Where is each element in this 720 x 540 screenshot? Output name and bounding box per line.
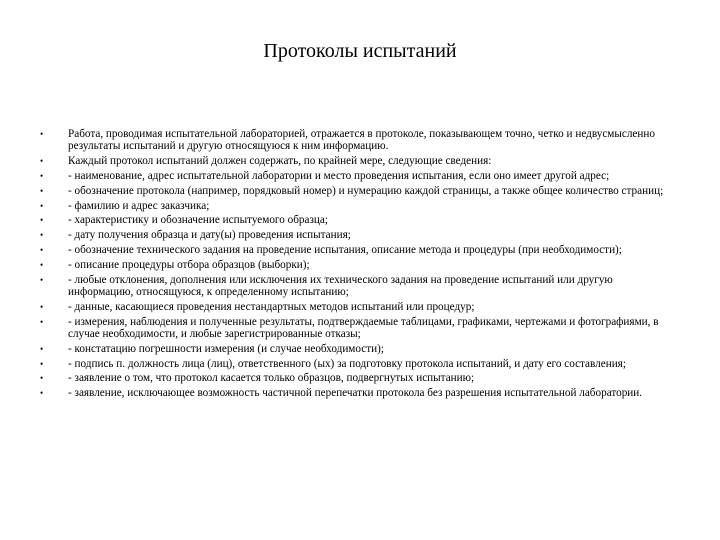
bullet-item: • - описание процедуры отбора образцов (выборки); xyxy=(40,259,668,271)
bullet-item: • - обозначение технического задания на проведение испытания, описание метода и процедуры (при необходимости); xyxy=(40,244,668,256)
bullet-item: • Каждый протокол испытаний должен содержать, по крайней мере, следующие сведения: xyxy=(40,155,668,167)
bullet-item: • - заявление о том, что протокол касается только образцов, подвергнутых испытанию; xyxy=(40,372,668,384)
bullet-item: • - заявление, исключающее возможность частичной перепечатки протокола без разрешения испытательной лаборатории. xyxy=(40,387,668,399)
bullet-item: • - измерения, наблюдения и полученные результаты, подтверждаемые таблицами, графиками, чертежами и фотографиями, в случае необходимости, и любые зарегистрированные отказы; xyxy=(40,316,668,341)
bullet-item: • - данные, касающиеся проведения нестандартных методов испытаний или процедур; xyxy=(40,301,668,313)
slide-title: Протоколы испытаний xyxy=(263,40,457,62)
bullet-list xyxy=(40,128,668,402)
bullet-item: • - наименование, адрес испытательной лаборатории и место проведения испытания, если оно имеет другой адрес; xyxy=(40,170,668,182)
bullet-item: • Работа, проводимая испытательной лабораторией, отражается в протоколе, показывающем точно, четко и недвусмысленно результаты испытаний и другую относящуюся к ним информацию. xyxy=(40,128,668,153)
bullet-item: • - характеристику и обозначение испытуемого образца; xyxy=(40,214,668,226)
bullet-item: • - любые отклонения, дополнения или исключения их технического задания на проведение испытаний или другую информацию, относящуюся, к определенному испытанию; xyxy=(40,274,668,299)
bullet-item: • - констатацию погрешности измерения (и случае необходимости); xyxy=(40,343,668,355)
bullet-item: • - фамилию и адрес заказчика; xyxy=(40,200,668,212)
bullet-item: • - дату получения образца и дату(ы) проведения испытания; xyxy=(40,229,668,241)
bullet-item: • - обозначение протокола (например, порядковый номер) и нумерацию каждой страницы, а также общее количество страниц; xyxy=(40,185,668,197)
bullet-item: • - подпись п. должность лица (лиц), ответственного (ых) за подготовку протокола испытаний, и дату его составления; xyxy=(40,358,668,370)
